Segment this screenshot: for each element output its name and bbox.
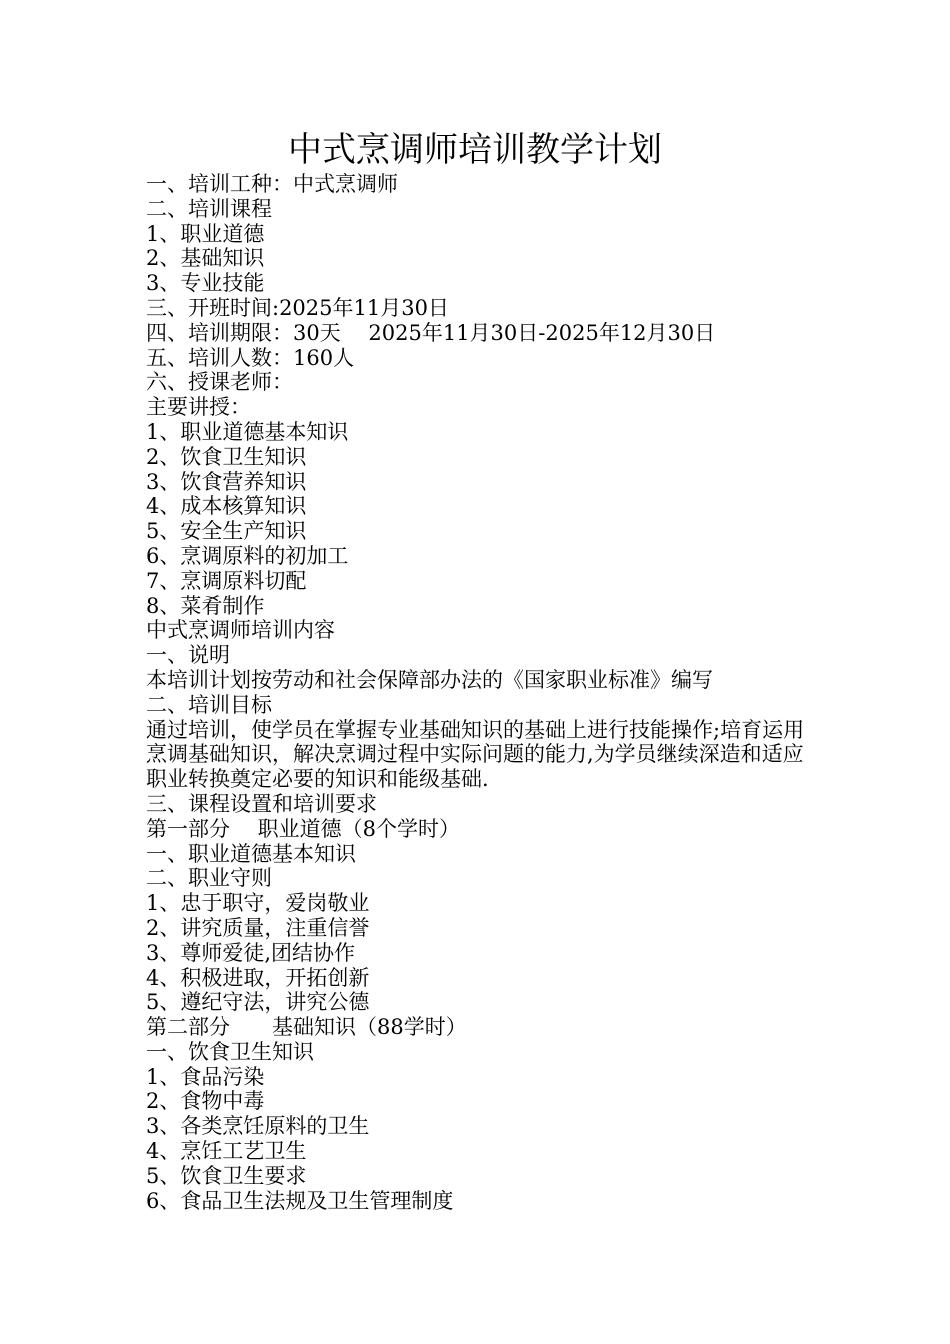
list-item: 1、职业道德基本知识: [146, 419, 349, 444]
list-item: 一、职业道德基本知识: [146, 841, 356, 866]
content-heading: 中式烹调师培训内容: [146, 618, 335, 643]
document-body: [146, 172, 822, 1213]
list-item: 2、食物中毒: [146, 1089, 265, 1114]
document-title: 中式烹调师培训教学计划: [288, 130, 662, 170]
list-item: 3、专业技能: [146, 271, 265, 296]
list-item: 5、安全生产知识: [146, 519, 307, 544]
section-training-goals: 二、培训目标: [146, 692, 272, 717]
list-item: 二、职业守则: [146, 866, 272, 891]
list-item: 4、烹饪工艺卫生: [146, 1139, 307, 1164]
list-item: 4、成本核算知识: [146, 494, 307, 519]
list-item: 4、积极进取，开拓创新: [146, 965, 370, 990]
list-item: 3、饮食营养知识: [146, 469, 307, 494]
list-item: 2、基础知识: [146, 246, 265, 271]
list-item: 2、讲究质量，注重信誉: [146, 915, 370, 940]
main-lectures-heading: 主要讲授：: [146, 395, 251, 420]
list-item: 1、职业道德: [146, 221, 265, 246]
section-training-courses: 二、培训课程: [146, 196, 272, 221]
list-item: 2、饮食卫生知识: [146, 444, 307, 469]
section-trainee-count: 五、培训人数：160人: [146, 345, 355, 370]
section-start-date: 三、开班时间:2025年11月30日: [146, 295, 449, 320]
list-item: 7、烹调原料切配: [146, 568, 307, 593]
description-text: 本培训计划按劳动和社会保障部办法的《国家职业标准》编写: [146, 667, 713, 692]
list-item: 6、烹调原料的初加工: [146, 543, 349, 568]
list-item: 5、遵纪守法，讲究公德: [146, 990, 370, 1015]
part-two-heading: 第二部分 基础知识（88学时）: [146, 1015, 467, 1040]
section-training-period: 四、培训期限：30天 2025年11月30日-2025年12月30日: [146, 320, 716, 345]
section-description: 一、说明: [146, 643, 230, 668]
section-training-type: 一、培训工种：中式烹调师: [146, 172, 398, 196]
part-one-heading: 第一部分 职业道德（8个学时）: [146, 816, 461, 841]
goals-paragraph: 通过培训，使学员在掌握专业基础知识的基础上进行技能操作;培育运用烹调基础知识，解决烹调过程中实际问题的能力,为学员继续深造和适应职业转换奠定必要的知识和能级基础.: [146, 717, 805, 792]
list-item: 8、菜肴制作: [146, 593, 265, 618]
list-item: 1、忠于职守，爱岗敬业: [146, 891, 370, 916]
list-item: 3、尊师爱徒,团结协作: [146, 940, 356, 965]
list-item: 一、饮食卫生知识: [146, 1039, 314, 1064]
section-instructors: 六、授课老师：: [146, 370, 293, 395]
list-item: 1、食品污染: [146, 1064, 265, 1089]
list-item: 5、饮食卫生要求: [146, 1163, 307, 1188]
section-course-settings: 三、课程设置和培训要求: [146, 791, 377, 816]
list-item: 6、食品卫生法规及卫生管理制度: [146, 1188, 454, 1213]
list-item: 3、各类烹饪原料的卫生: [146, 1114, 370, 1139]
